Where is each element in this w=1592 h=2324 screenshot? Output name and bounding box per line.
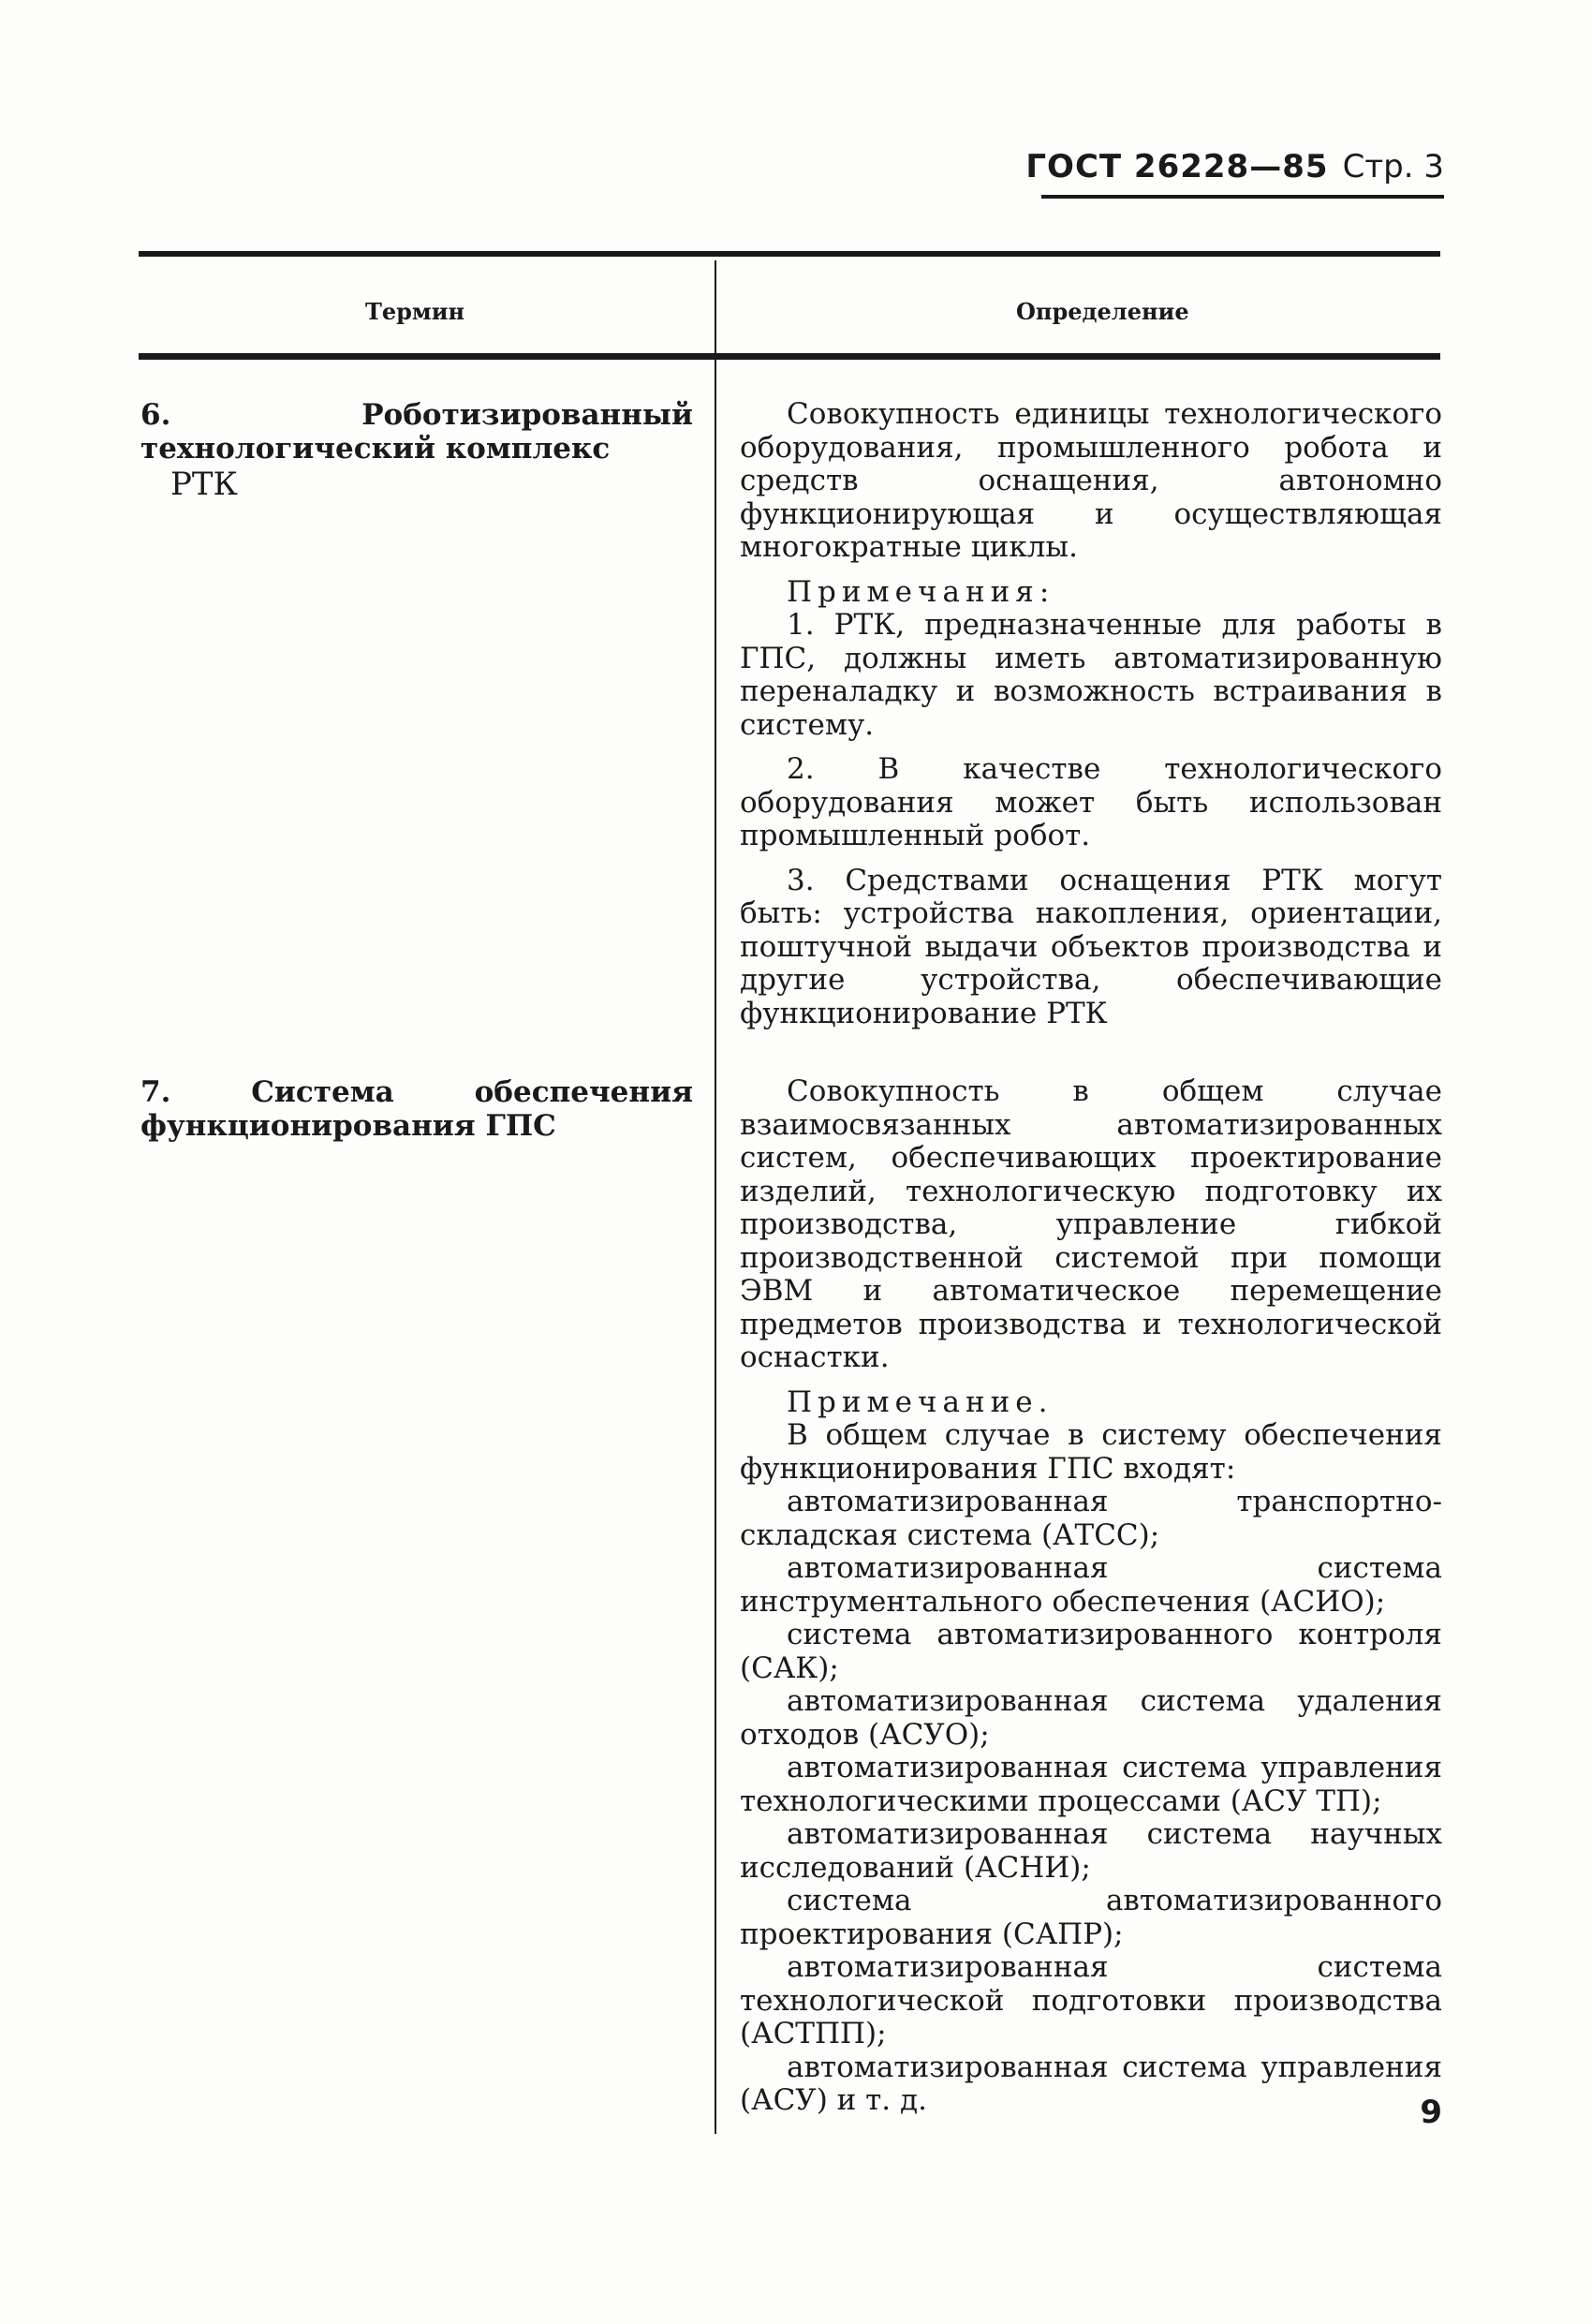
term-7-text: 7. Система обеспечения функционирования ГПС xyxy=(140,1075,693,1143)
definition-6-note-1: 1. РТК, предназначенные для работы в ГПС, должны иметь автоматизированную переналадку и возможность встраивания в систему. xyxy=(740,608,1442,742)
definition-6-note-2: 2. В качестве технологического оборудования может быть использован промышленный робот. xyxy=(740,752,1442,852)
definition-7-note: система автоматизированного контроля (САК); xyxy=(740,1618,1442,1685)
definition-7-note: автоматизированная система управления технологическими процессами (АСУ ТП); xyxy=(740,1751,1442,1818)
term-7 xyxy=(140,1075,693,1143)
table-top-rule xyxy=(139,251,1440,257)
definition-7-note: автоматизированная система научных исследований (АСНИ); xyxy=(740,1817,1442,1885)
definition-7-note: автоматизированная система управления (АСУ) и т. д. xyxy=(740,2050,1442,2117)
definition-6 xyxy=(740,398,1442,1030)
definition-6-notes-title: Примечания: xyxy=(787,574,1055,609)
definition-7-text: Совокупность в общем случае взаимосвязанных автоматизированных систем, обеспечивающих проектирование изделий, технологическую подготовку их производства, управление гибкой производственной системой при помощи ЭВМ и автоматическое перемещение предметов производства и технологической оснастки. xyxy=(740,1074,1442,1374)
page-header xyxy=(1025,148,1444,185)
column-header-term: Термин xyxy=(365,298,465,325)
term-6 xyxy=(140,398,693,501)
definition-7-note: автоматизированная система инструментального обеспечения (АСИО); xyxy=(740,1551,1442,1619)
definition-7-note: автоматизированная система удаления отходов (АСУО); xyxy=(740,1684,1442,1752)
definition-7-notes-title: Примечание. xyxy=(787,1384,1054,1419)
header-underline xyxy=(1041,195,1444,199)
definition-7-note: система автоматизированного проектирования (САПР); xyxy=(740,1884,1442,1951)
table-header-rule xyxy=(139,353,1440,360)
page-label: Стр. 3 xyxy=(1342,148,1444,185)
term-6-abbr: РТК xyxy=(170,466,238,503)
definition-7-note: автоматизированная система технологической подготовки производства (АСТПП); xyxy=(740,1950,1442,2050)
definition-6-text: Совокупность единицы технологического оборудования, промышленного робота и средств оснащения, автономно функционирующая и осуществляющая многократные циклы. xyxy=(740,397,1442,564)
definition-6-note-3: 3. Средствами оснащения РТК могут быть: устройства накопления, ориентации, поштучной выдачи объектов производства и другие устройства, обеспечивающие функционирование РТК xyxy=(740,863,1442,1030)
definition-7 xyxy=(740,1075,1442,2118)
standard-code: ГОСТ 26228—85 xyxy=(1025,148,1329,185)
column-divider xyxy=(715,260,716,2134)
term-6-text: 6. Роботизированный технологический комплекс xyxy=(140,398,693,466)
column-header-definition: Определение xyxy=(1016,298,1189,325)
definition-7-note: В общем случае в систему обеспечения функционирования ГПС входят: xyxy=(740,1418,1442,1486)
definition-7-note: автоматизированная транспортно-складская система (АТСС); xyxy=(740,1485,1442,1552)
page-number: 9 xyxy=(1420,2094,1442,2131)
